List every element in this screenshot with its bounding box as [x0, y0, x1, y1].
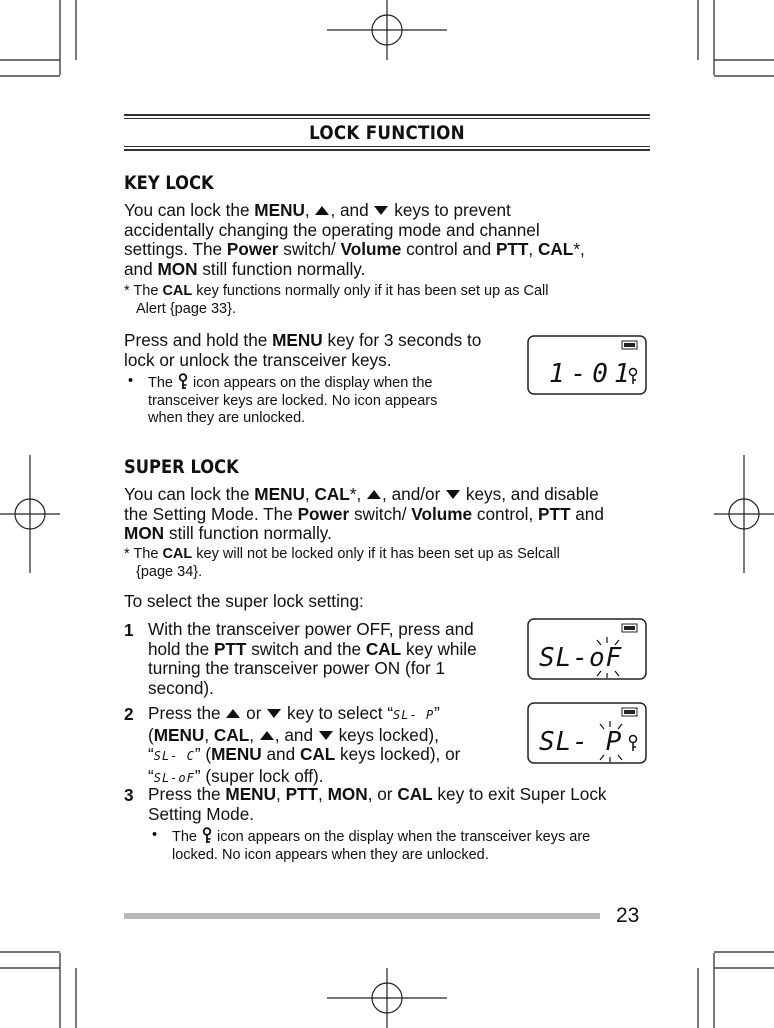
lcd-channel-text: 1-01: [549, 359, 636, 389]
super-lock-bullet: The icon appears on the display when the transceiver keys are locked. No icon appears when they are unlocked.: [172, 829, 591, 863]
down-arrow-key-icon: [374, 206, 388, 215]
step-2-number: 2: [124, 704, 134, 724]
down-arrow-key-icon: [319, 731, 333, 740]
super-lock-footnote-line1: * The CAL key will not be locked only if it has been set up as Selcall: [124, 546, 560, 562]
super-lock-bullet-marker: •: [152, 827, 158, 843]
super-lock-heading: SUPER LOCK: [124, 456, 239, 478]
key-icon: [177, 373, 189, 390]
lcd-display-super-lock-p: [527, 702, 647, 764]
lcd-display-key-lock: [527, 335, 647, 395]
key-lock-footnote-line1: * The CAL key functions normally only if it has been set up as Call: [124, 283, 549, 299]
key-lock-bullet-marker: •: [128, 373, 134, 389]
up-arrow-key-icon: [226, 709, 240, 718]
up-arrow-key-icon: [367, 490, 381, 499]
super-lock-intro: To select the super lock setting:: [124, 591, 364, 611]
super-lock-footnote: [124, 546, 652, 581]
lcd-segment-text: SL-oF: [153, 770, 195, 785]
title-rule-bottom: [124, 149, 650, 151]
super-lock-para1: You can lock the MENU, CAL*, , and/or keys, and disable the Setting Mode. The Power switch/ Volume control, PTT and MON still function normally.: [124, 484, 604, 543]
title-rule-bottom-thin: [124, 146, 650, 147]
key-icon: [201, 827, 213, 844]
down-arrow-key-icon: [446, 490, 460, 499]
step-3-number: 3: [124, 785, 134, 805]
lcd-segment-text: SL- C: [153, 749, 195, 763]
lcd-segment-text: SL- P: [393, 708, 435, 722]
page-number: 23: [616, 904, 640, 927]
up-arrow-key-icon: [260, 731, 274, 740]
footer-bar: [124, 913, 600, 919]
key-lock-footnote-line2: Alert {page 33}.: [136, 300, 236, 317]
step-1-text: With the transceiver power OFF, press and hold the PTT switch and the CAL key while turning the transceiver power ON (for 1 second).: [148, 619, 477, 698]
key-lock-heading: KEY LOCK: [124, 172, 214, 194]
title-rule-top: [124, 114, 650, 116]
key-lock-bullet: The icon appears on the display when the transceiver keys are locked. No icon appears when they are unlocked.: [148, 375, 438, 426]
title-rule-top-thin: [124, 118, 650, 119]
up-arrow-key-icon: [315, 206, 329, 215]
step-1-number: 1: [124, 620, 134, 640]
page-title: LOCK FUNCTION: [309, 122, 465, 144]
lcd-super-lock-p-text: SL- P: [539, 727, 623, 757]
step-3-text: Press the MENU, PTT, MON, or CAL key to exit Super Lock Setting Mode.: [148, 784, 607, 824]
key-lock-para1: You can lock the MENU, , and keys to prevent accidentally changing the operating mode and channel settings. The Power switch/ Volume control and PTT, CAL*, and MON still function normally.: [124, 200, 585, 279]
lcd-display-super-lock-off: [527, 618, 647, 680]
key-lock-footnote: [124, 283, 652, 318]
step-2-text: Press the or key to select “SL- P” (MENU, CAL, , and keys locked), “SL- C” (MENU and CAL keys locked), or “SL-oF” (super lock off).: [148, 703, 461, 786]
down-arrow-key-icon: [267, 709, 281, 718]
key-lock-para2: Press and hold the MENU key for 3 seconds to lock or unlock the transceiver keys.: [124, 330, 482, 370]
lcd-super-lock-text: SL-oF: [539, 643, 623, 673]
super-lock-footnote-line2: {page 34}.: [136, 563, 203, 580]
